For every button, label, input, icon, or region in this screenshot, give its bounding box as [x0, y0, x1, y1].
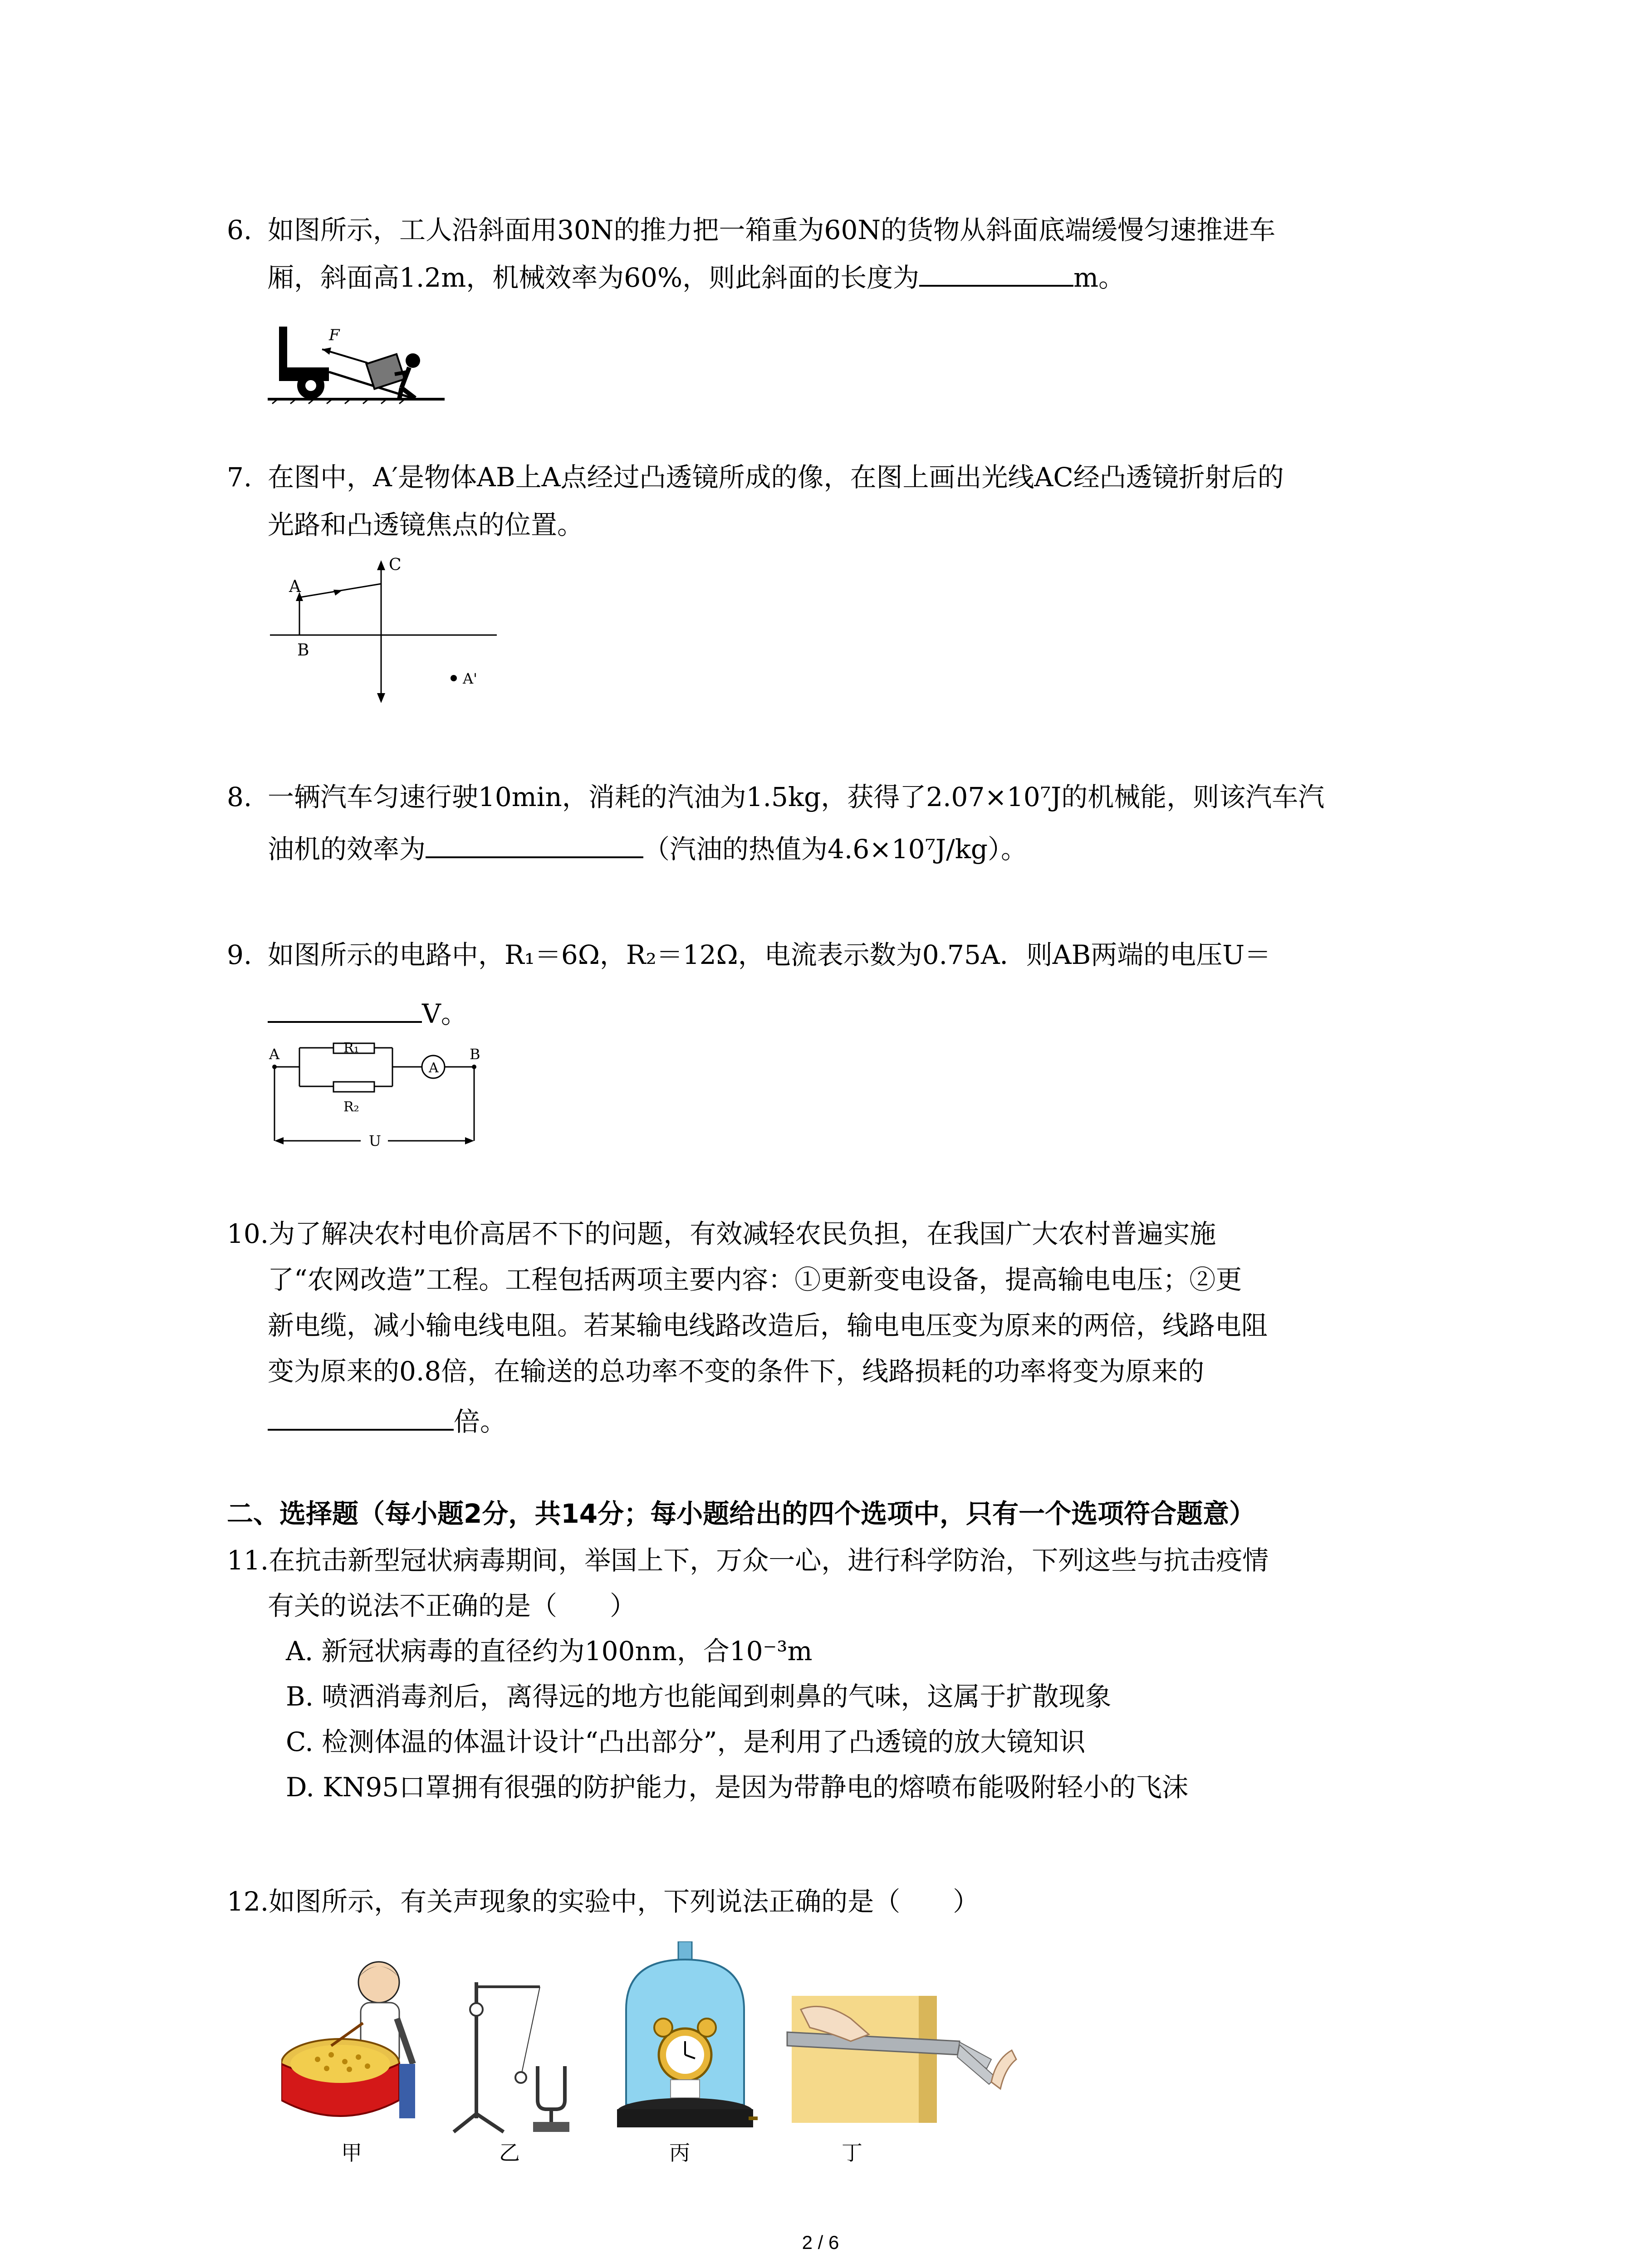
question-text: 如图所示，有关声现象的实验中，下列说法正确的是（ ）	[269, 1886, 980, 1917]
label-r2: R₂	[343, 1099, 359, 1115]
question-text: 油机的效率为	[268, 834, 426, 865]
page-number: 2 / 6	[802, 2232, 839, 2253]
label-b: B	[297, 641, 309, 660]
incline-cart-figure	[263, 313, 454, 408]
option-b[interactable]: B. 喷洒消毒剂后，离得远的地方也能闻到刺鼻的气味，这属于扩散现象	[286, 1681, 1112, 1712]
drum-figure	[281, 1950, 436, 2141]
label-b: B	[470, 1046, 480, 1063]
question-text: 光路和凸透镜焦点的位置。	[268, 509, 584, 540]
question-text: 了“农网改造”工程。工程包括两项主要内容：①更新变电设备，提高输电电压；②更	[268, 1264, 1242, 1295]
option-a[interactable]: A. 新冠状病毒的直径约为100nm，合10⁻³m	[286, 1636, 813, 1667]
option-d[interactable]: D. KN95口罩拥有很强的防护能力，是因为带静电的熔喷布能吸附轻小的飞沫	[286, 1772, 1189, 1803]
answer-blank[interactable]	[268, 1403, 454, 1431]
bell-jar-figure	[612, 1941, 758, 2141]
answer-blank[interactable]	[919, 259, 1073, 287]
question-number: 7.	[227, 462, 252, 493]
figure-caption: 丙	[669, 2141, 690, 2165]
section-heading: 二、选择题（每小题2分，共14分；每小题给出的四个选项中，只有一个选项符合题意）	[227, 1498, 1256, 1529]
label-a: A	[289, 577, 301, 596]
question-number: 6.	[227, 215, 252, 245]
unit-text: V。	[422, 998, 467, 1029]
question-text: （汽油的热值为4.6×10⁷J/kg）。	[643, 834, 1027, 865]
figure-caption: 丁	[842, 2141, 862, 2165]
question-text: 一辆汽车匀速行驶10min，消耗的汽油为1.5kg，获得了2.07×10⁷J的机械能，则该汽车汽	[268, 782, 1325, 812]
question-6	[227, 206, 1275, 302]
circuit-figure	[265, 1039, 492, 1161]
label-u: U	[369, 1132, 381, 1149]
question-7	[227, 454, 1284, 549]
question-text: 如图所示，工人沿斜面用30N的推力把一箱重为60N的货物从斜面底端缓慢匀速推进车	[268, 215, 1276, 245]
unit-text: m。	[1073, 262, 1125, 293]
question-text: 倍。	[454, 1406, 507, 1437]
label-a: A	[269, 1046, 280, 1063]
ammeter-label: A	[429, 1060, 439, 1076]
question-number: 8.	[227, 782, 252, 812]
question-number: 10.	[227, 1218, 269, 1249]
question-text: 在图中，A′是物体AB上A点经过凸透镜所成的像，在图上画出光线AC经凸透镜折射后的	[268, 462, 1284, 493]
question-11	[227, 1538, 1269, 1628]
ruler-table-figure	[783, 1991, 1019, 2127]
option-c[interactable]: C. 检测体温的体温计设计“凸出部分”，是利用了凸透镜的放大镜知识	[286, 1726, 1086, 1757]
question-number: 11.	[227, 1545, 269, 1576]
question-8	[227, 771, 1324, 875]
question-10	[227, 1211, 1268, 1449]
question-text: 有关的说法不正确的是（ ）	[268, 1590, 637, 1621]
question-text: 新电缆，减小输电线电阻。若某输电线路改造后，输电电压变为原来的两倍，线路电阻	[268, 1310, 1268, 1341]
question-number: 9.	[227, 939, 252, 970]
answer-blank[interactable]	[426, 830, 643, 858]
question-9	[227, 925, 1271, 1043]
label-c: C	[389, 556, 402, 574]
answer-blank[interactable]	[268, 995, 422, 1023]
question-text: 变为原来的0.8倍，在输送的总功率不变的条件下，线路损耗的功率将变为原来的	[268, 1356, 1205, 1387]
question-text: 厢，斜面高1.2m，机械效率为60%，则此斜面的长度为	[268, 262, 920, 293]
label-r1: R₁	[343, 1040, 359, 1056]
question-text: 为了解决农村电价高居不下的问题，有效减轻农民负担，在我国广大农村普遍实施	[269, 1218, 1216, 1249]
question-text: 在抗击新型冠状病毒期间，举国上下，万众一心，进行科学防治，下列这些与抗击疫情	[269, 1545, 1269, 1576]
question-text: 如图所示的电路中，R₁＝6Ω，R₂＝12Ω，电流表示数为0.75A．则AB两端的电压U＝	[268, 939, 1271, 970]
question-number: 12.	[227, 1886, 269, 1917]
tuning-fork-figure	[449, 1969, 585, 2136]
force-label: F	[329, 326, 340, 344]
figure-caption: 乙	[499, 2141, 520, 2165]
convex-lens-figure	[270, 556, 506, 710]
figure-caption: 甲	[341, 2141, 362, 2165]
label-a-prime: A'	[463, 670, 477, 687]
question-12	[227, 1878, 979, 1926]
